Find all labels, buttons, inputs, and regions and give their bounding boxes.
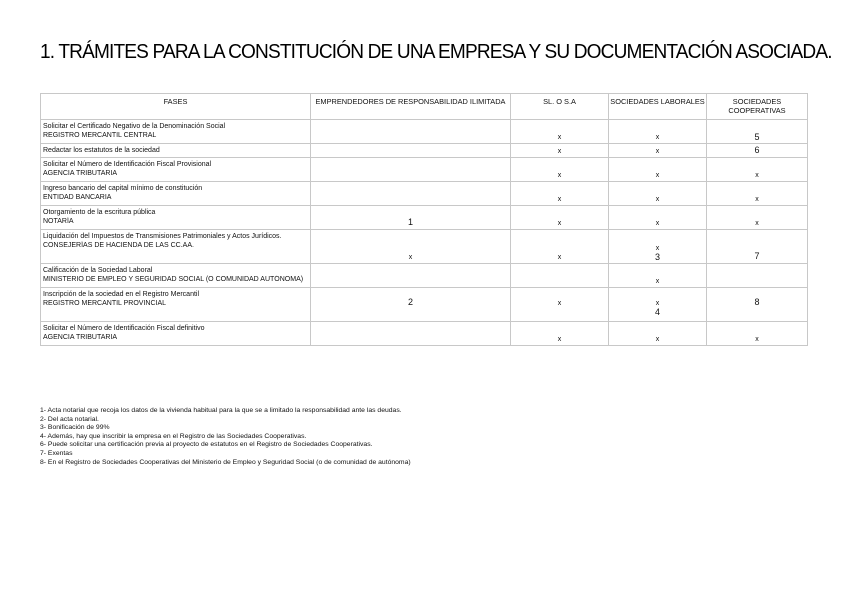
cooperativas-value: x	[755, 172, 759, 179]
footnote: 7- Exentas	[40, 449, 73, 457]
emprendedores-cell	[311, 322, 511, 346]
phase-description: Redactar los estatutos de la sociedad	[43, 147, 160, 154]
sl-osa-cell	[511, 120, 609, 144]
sl-osa-value: x	[557, 196, 562, 203]
emprendedores-cell	[311, 288, 511, 322]
phase-cell	[41, 158, 311, 182]
sl-osa-value: x	[557, 172, 562, 179]
phase-cell	[41, 182, 311, 206]
table-row	[41, 144, 808, 158]
phase-entity: ENTIDAD BANCARIA	[43, 194, 112, 201]
cooperativas-cell	[707, 322, 808, 346]
phase-entity: REGISTRO MERCANTIL CENTRAL	[43, 132, 157, 139]
header-cooperativas-line1: SOCIEDADES	[732, 97, 782, 106]
laborales-cell	[609, 322, 707, 346]
cooperativas-cell	[707, 182, 808, 206]
sl-osa-cell	[511, 182, 609, 206]
phase-entity: AGENCIA TRIBUTARIA	[43, 334, 118, 341]
cooperativas-cell	[707, 144, 808, 158]
phase-cell	[41, 120, 311, 144]
sl-osa-cell	[511, 288, 609, 322]
cooperativas-cell	[707, 230, 808, 264]
laborales-cell	[609, 230, 707, 264]
laborales-note: 3	[654, 252, 660, 262]
cooperativas-value: 5	[754, 132, 760, 142]
emprendedores-cell	[311, 158, 511, 182]
phase-entity: MINISTERIO DE EMPLEO Y SEGURIDAD SOCIAL (O COMUNIDAD AUTÓNOMA)	[43, 276, 304, 283]
header-laborales: SOCIEDADES LABORALES	[609, 94, 707, 120]
phase-description: Otorgamiento de la escritura pública	[43, 209, 156, 216]
sl-osa-value: x	[557, 336, 562, 343]
footnote: 1- Acta notarial que recoja los datos de la vivienda habitual para la que se a limitado la responsabilidad ante las deudas.	[40, 407, 402, 414]
phase-entity: NOTARÍA	[43, 218, 74, 225]
cooperativas-value: x	[755, 336, 759, 343]
table-row	[41, 264, 808, 288]
cooperativas-value: 8	[754, 297, 760, 307]
cooperativas-value: 7	[754, 251, 760, 261]
header-cooperativas	[707, 94, 808, 120]
phase-cell	[41, 206, 311, 230]
footnote: 8- En el Registro de Sociedades Cooperativas del Ministerio de Empleo y Seguridad Social (o de comunidad de autónoma)	[40, 458, 411, 466]
sl-osa-value: x	[557, 220, 562, 227]
emprendedores-cell	[311, 144, 511, 158]
table-row	[41, 288, 808, 322]
laborales-value: x	[655, 196, 660, 203]
table-row	[41, 230, 808, 264]
table-row	[41, 322, 808, 346]
footnote: 6- Puede solicitar una certificación previa al proyecto de estatutos en el Registro de Sociedades Cooperativas.	[40, 441, 373, 449]
laborales-cell	[609, 288, 707, 322]
phase-cell	[41, 264, 311, 288]
laborales-value: x	[655, 148, 660, 155]
phase-cell	[41, 144, 311, 158]
footnote: 4- Además, hay que inscribir la empresa en el Registro de las Sociedades Cooperativas.	[40, 432, 307, 440]
laborales-value: x	[655, 300, 660, 307]
laborales-value: x	[655, 172, 660, 179]
cooperativas-cell	[707, 120, 808, 144]
phase-description: Solicitar el Número de Identificación Fiscal definitivo	[43, 325, 205, 332]
header-emprendedores: EMPRENDEDORES DE RESPONSABILIDAD ILIMITADA	[311, 94, 511, 120]
cooperativas-value: 6	[754, 145, 760, 155]
cooperativas-cell	[707, 264, 808, 288]
sl-osa-cell	[511, 158, 609, 182]
laborales-value: x	[655, 245, 660, 252]
table-row	[41, 206, 808, 230]
emprendedores-cell	[311, 206, 511, 230]
phase-description: Solicitar el Número de Identificación Fiscal Provisional	[43, 161, 212, 168]
laborales-cell	[609, 182, 707, 206]
phase-description: Liquidación del Impuestos de Transmisiones Patrimoniales y Actos Jurídicos.	[43, 233, 282, 240]
sl-osa-cell	[511, 144, 609, 158]
emprendedores-cell	[311, 182, 511, 206]
phase-cell	[41, 322, 311, 346]
emprendedores-value: x	[408, 254, 413, 261]
footnotes	[40, 407, 600, 467]
page-title: 1. TRÁMITES PARA LA CONSTITUCIÓN DE UNA EMPRESA Y SU DOCUMENTACIÓN ASOCIADA.	[40, 40, 832, 63]
table-header-row	[41, 94, 808, 120]
laborales-cell	[609, 120, 707, 144]
phase-cell	[41, 288, 311, 322]
cooperativas-value: x	[755, 220, 759, 227]
footnote: 2- Del acta notarial.	[40, 415, 99, 423]
laborales-cell	[609, 144, 707, 158]
table-row	[41, 120, 808, 144]
table-row	[41, 158, 808, 182]
laborales-value: x	[655, 278, 660, 285]
emprendedores-cell	[311, 230, 511, 264]
emprendedores-cell	[311, 264, 511, 288]
cooperativas-value: x	[755, 196, 759, 203]
laborales-cell	[609, 158, 707, 182]
phase-description: Inscripción de la sociedad en el Registro Mercantil	[43, 291, 200, 298]
laborales-value: x	[655, 336, 660, 343]
sl-osa-value: x	[557, 134, 562, 141]
phase-cell	[41, 230, 311, 264]
sl-osa-cell	[511, 264, 609, 288]
sl-osa-value: x	[557, 300, 562, 307]
footnote: 3- Bonificación de 99%	[40, 424, 110, 432]
laborales-note: 4	[654, 307, 660, 317]
table-row	[41, 182, 808, 206]
phase-entity: CONSEJERÍAS DE HACIENDA DE LAS CC.AA.	[43, 242, 194, 249]
sl-osa-cell	[511, 230, 609, 264]
cooperativas-cell	[707, 206, 808, 230]
phase-entity: REGISTRO MERCANTIL PROVINCIAL	[43, 300, 167, 307]
emprendedores-cell	[311, 120, 511, 144]
procedures-table	[40, 93, 808, 346]
laborales-value: x	[655, 220, 660, 227]
sl-osa-value: x	[557, 254, 562, 261]
phase-description: Calificación de la Sociedad Laboral	[43, 267, 153, 274]
cooperativas-cell	[707, 288, 808, 322]
laborales-cell	[609, 264, 707, 288]
sl-osa-value: x	[557, 148, 562, 155]
header-fases: FASES	[41, 94, 311, 120]
phase-description: Solicitar el Certificado Negativo de la Denominación Social	[43, 123, 226, 130]
laborales-cell	[609, 206, 707, 230]
emprendedores-value: 1	[407, 217, 413, 227]
cooperativas-cell	[707, 158, 808, 182]
header-cooperativas-line2: COOPERATIVAS	[728, 106, 786, 115]
phase-entity: AGENCIA TRIBUTARIA	[43, 170, 118, 177]
phase-description: Ingreso bancario del capital mínimo de constitución	[43, 185, 203, 192]
sl-osa-cell	[511, 322, 609, 346]
emprendedores-value: 2	[407, 297, 413, 307]
laborales-value: x	[655, 134, 660, 141]
sl-osa-cell	[511, 206, 609, 230]
header-sl-osa: SL. O S.A	[511, 94, 609, 120]
